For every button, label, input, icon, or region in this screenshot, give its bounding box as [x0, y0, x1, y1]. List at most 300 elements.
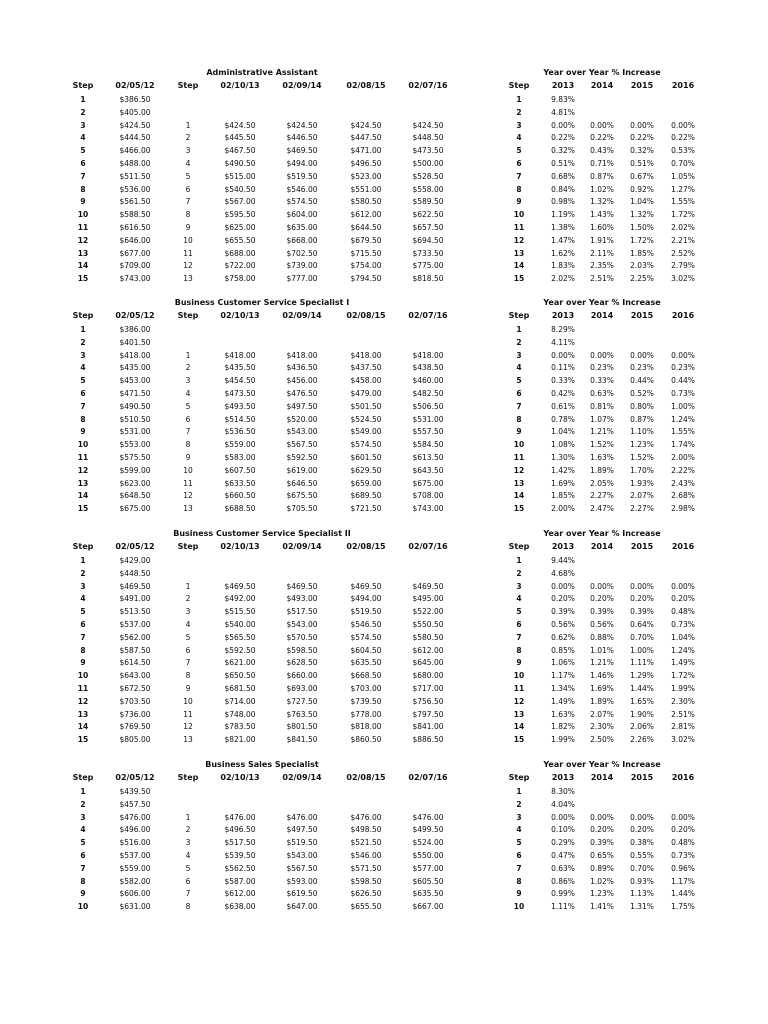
- percent-cell: 0.23%: [630, 363, 654, 373]
- step-number: 6: [516, 389, 522, 398]
- rate-cell: $498.50: [350, 825, 382, 835]
- percent-cell: 1.32%: [630, 210, 654, 220]
- percent-cell: 0.44%: [630, 376, 654, 386]
- rate-cell: $458.00: [350, 376, 382, 386]
- percent-cell: 0.96%: [671, 863, 695, 873]
- rate-cell: $438.50: [412, 363, 444, 373]
- rate-cell: $783.50: [224, 722, 256, 732]
- step-number: 1: [80, 325, 86, 334]
- percent-cell: 1.63%: [590, 453, 614, 462]
- rate-cell: $558.00: [412, 184, 444, 194]
- percent-cell: 1.38%: [551, 223, 575, 232]
- step-number: 10: [513, 671, 525, 681]
- rate-cell: $523.00: [350, 171, 382, 181]
- percent-cell: 1.08%: [551, 440, 575, 450]
- percent-table-title: Year over Year % Increase: [543, 529, 661, 538]
- column-header-date: 02/08/15: [346, 542, 386, 551]
- rate-cell: $818.00: [350, 722, 382, 732]
- column-header-date: 02/08/15: [346, 773, 386, 782]
- rate-cell: $588.50: [119, 210, 151, 220]
- step-number: 6: [185, 414, 191, 424]
- rate-cell: $583.00: [224, 453, 256, 462]
- rate-cell: $546.50: [350, 620, 382, 629]
- rate-cell: $524.00: [412, 838, 444, 848]
- rate-cell: $743.00: [412, 504, 444, 514]
- percent-cell: 1.29%: [630, 671, 654, 681]
- rate-cell: $645.00: [412, 658, 444, 668]
- percent-cell: 1.17%: [671, 876, 695, 886]
- rate-cell: $436.50: [286, 363, 318, 373]
- percent-cell: 0.00%: [630, 350, 654, 360]
- rate-cell: $460.00: [412, 376, 444, 386]
- rate-cell: $571.50: [350, 863, 382, 873]
- column-header-step: Step: [177, 311, 199, 320]
- percent-cell: 2.26%: [630, 735, 654, 745]
- percent-cell: 0.67%: [630, 171, 654, 181]
- percent-cell: 1.04%: [630, 197, 654, 207]
- rate-cell: $424.50: [119, 120, 151, 130]
- column-header-step: Step: [508, 542, 530, 551]
- rate-cell: $476.00: [286, 812, 318, 822]
- percent-cell: 1.89%: [590, 465, 614, 475]
- rate-cell: $543.00: [286, 620, 318, 629]
- percent-cell: 1.11%: [551, 902, 575, 912]
- percent-cell: 1.83%: [551, 261, 575, 271]
- rate-cell: $456.00: [286, 376, 318, 386]
- rate-cell: $612.00: [224, 889, 256, 899]
- rate-cell: $794.50: [350, 274, 382, 284]
- percent-cell: 0.10%: [551, 825, 575, 835]
- rate-cell: $717.00: [412, 684, 444, 693]
- percent-cell: 1.27%: [671, 184, 695, 194]
- percent-cell: 1.93%: [630, 478, 654, 488]
- step-number: 12: [513, 465, 525, 475]
- percent-cell: 2.50%: [590, 735, 614, 745]
- step-number: 6: [516, 620, 522, 629]
- rate-cell: $562.00: [119, 632, 151, 642]
- rate-cell: $650.50: [224, 671, 256, 681]
- step-number: 10: [77, 440, 89, 450]
- percent-cell: 0.52%: [630, 389, 654, 398]
- rate-cell: $703.00: [350, 684, 382, 693]
- column-header-date: 02/09/14: [282, 81, 322, 90]
- rate-cell: $612.00: [412, 645, 444, 655]
- rate-cell: $405.00: [119, 107, 151, 117]
- step-number: 13: [77, 478, 89, 488]
- column-header-step: Step: [177, 773, 199, 782]
- step-number: 8: [80, 645, 86, 655]
- rate-cell: $648.50: [119, 491, 151, 501]
- step-number: 7: [80, 401, 86, 411]
- percent-cell: 0.56%: [590, 620, 614, 629]
- rate-cell: $517.50: [286, 607, 318, 617]
- step-number: 14: [77, 491, 89, 501]
- step-number: 12: [77, 696, 89, 706]
- rate-cell: $694.50: [412, 235, 444, 245]
- rate-cell: $457.50: [119, 799, 151, 809]
- percent-cell: 1.21%: [590, 658, 614, 668]
- rate-cell: $466.00: [119, 146, 151, 156]
- rate-cell: $886.50: [412, 735, 444, 745]
- percent-cell: 0.87%: [630, 414, 654, 424]
- rate-cell: $727.50: [286, 696, 318, 706]
- table-title: Business Customer Service Specialist II: [173, 529, 351, 538]
- percent-cell: 0.20%: [590, 825, 614, 835]
- rate-cell: $769.50: [119, 722, 151, 732]
- percent-cell: 2.79%: [671, 261, 695, 271]
- rate-cell: $619.00: [286, 465, 318, 475]
- rate-cell: $476.50: [286, 389, 318, 398]
- step-number: 7: [185, 889, 191, 899]
- rate-cell: $677.00: [119, 248, 151, 258]
- rate-cell: $643.50: [412, 465, 444, 475]
- step-number: 12: [183, 491, 193, 501]
- step-number: 6: [185, 876, 191, 886]
- percent-cell: 1.46%: [590, 671, 614, 681]
- step-number: 10: [513, 210, 525, 220]
- rate-cell: $557.50: [412, 427, 444, 437]
- percent-cell: 0.39%: [551, 607, 575, 617]
- percent-cell: 4.68%: [551, 568, 575, 578]
- step-number: 2: [516, 799, 522, 809]
- step-number: 2: [80, 568, 86, 578]
- rate-cell: $499.50: [412, 825, 444, 835]
- percent-cell: 1.06%: [551, 658, 575, 668]
- rate-cell: $445.50: [224, 133, 256, 143]
- step-number: 8: [185, 671, 191, 681]
- rate-cell: $643.00: [119, 671, 151, 681]
- percent-cell: 2.51%: [590, 274, 614, 284]
- rate-cell: $841.00: [412, 722, 444, 732]
- percent-cell: 0.92%: [630, 184, 654, 194]
- rate-cell: $531.00: [119, 427, 151, 437]
- percent-cell: 0.73%: [671, 620, 695, 629]
- column-header-date: 02/08/15: [346, 311, 386, 320]
- rate-cell: $575.50: [119, 453, 151, 462]
- percent-cell: 4.11%: [551, 337, 575, 347]
- step-number: 14: [77, 261, 89, 271]
- step-number: 11: [77, 453, 89, 462]
- percent-cell: 1.44%: [671, 889, 695, 899]
- column-header-year: 2016: [671, 542, 695, 551]
- rate-cell: $454.50: [224, 376, 256, 386]
- column-header-date: 02/10/13: [220, 542, 260, 551]
- step-number: 6: [80, 389, 86, 398]
- step-number: 8: [80, 414, 86, 424]
- rate-cell: $540.00: [224, 620, 256, 629]
- percent-cell: 0.00%: [671, 350, 695, 360]
- rate-cell: $604.50: [350, 645, 382, 655]
- rate-cell: $469.50: [224, 581, 256, 591]
- column-header-date: 02/10/13: [220, 311, 260, 320]
- step-number: 12: [77, 465, 89, 475]
- percent-cell: 0.00%: [590, 812, 614, 822]
- rate-cell: $540.50: [224, 184, 256, 194]
- percent-cell: 0.85%: [551, 645, 575, 655]
- percent-cell: 0.33%: [551, 376, 575, 386]
- step-number: 7: [516, 171, 522, 181]
- column-header-date: 02/05/12: [115, 311, 155, 320]
- step-number: 1: [185, 812, 191, 822]
- rate-cell: $496.00: [119, 825, 151, 835]
- step-number: 10: [183, 696, 193, 706]
- rate-cell: $418.00: [350, 350, 382, 360]
- rate-cell: $469.50: [350, 581, 382, 591]
- rate-cell: $559.00: [224, 440, 256, 450]
- step-number: 1: [516, 556, 522, 565]
- rate-cell: $606.00: [119, 889, 151, 899]
- rate-cell: $672.50: [119, 684, 151, 693]
- percent-cell: 1.17%: [551, 671, 575, 681]
- step-number: 3: [185, 838, 191, 848]
- step-number: 4: [516, 363, 522, 373]
- column-header-date: 02/07/16: [408, 311, 448, 320]
- percent-cell: 0.55%: [630, 851, 654, 860]
- rate-cell: $437.50: [350, 363, 382, 373]
- rate-cell: $501.50: [350, 401, 382, 411]
- step-number: 9: [185, 223, 191, 232]
- rate-cell: $777.00: [286, 274, 318, 284]
- percent-cell: 1.55%: [671, 427, 695, 437]
- step-number: 8: [80, 876, 86, 886]
- step-number: 15: [513, 735, 525, 745]
- rate-cell: $386.50: [119, 95, 151, 104]
- rate-cell: $667.00: [412, 902, 444, 912]
- rate-cell: $551.00: [350, 184, 382, 194]
- percent-cell: 2.07%: [630, 491, 654, 501]
- rate-cell: $681.50: [224, 684, 256, 693]
- percent-cell: 0.22%: [671, 133, 695, 143]
- percent-cell: 2.81%: [671, 722, 695, 732]
- table-title: Business Customer Service Specialist I: [174, 298, 350, 307]
- step-number: 11: [183, 478, 193, 488]
- percent-cell: 2.00%: [671, 453, 695, 462]
- rate-cell: $638.00: [224, 902, 256, 912]
- step-number: 4: [516, 594, 522, 604]
- step-number: 3: [516, 350, 522, 360]
- rate-cell: $424.50: [224, 120, 256, 130]
- rate-cell: $626.50: [350, 889, 382, 899]
- column-header-step: Step: [508, 773, 530, 782]
- percent-cell: 1.99%: [671, 684, 695, 693]
- step-number: 5: [185, 863, 191, 873]
- rate-cell: $621.00: [224, 658, 256, 668]
- rate-cell: $629.50: [350, 465, 382, 475]
- percent-cell: 0.23%: [590, 363, 614, 373]
- rate-cell: $739.50: [350, 696, 382, 706]
- step-number: 13: [513, 478, 525, 488]
- rate-cell: $537.00: [119, 620, 151, 629]
- rate-cell: $567.00: [224, 197, 256, 207]
- percent-cell: 2.06%: [630, 722, 654, 732]
- step-number: 1: [80, 787, 86, 796]
- step-number: 5: [185, 171, 191, 181]
- percent-cell: 0.81%: [590, 401, 614, 411]
- step-number: 1: [80, 95, 86, 104]
- step-number: 15: [77, 504, 89, 514]
- percent-cell: 1.74%: [671, 440, 695, 450]
- rate-cell: $435.00: [119, 363, 151, 373]
- rate-cell: $818.50: [412, 274, 444, 284]
- percent-cell: 1.65%: [630, 696, 654, 706]
- column-header-date: 02/07/16: [408, 542, 448, 551]
- column-header-date: 02/09/14: [282, 773, 322, 782]
- step-number: 10: [183, 235, 193, 245]
- rate-cell: $494.00: [350, 594, 382, 604]
- rate-cell: $756.50: [412, 696, 444, 706]
- rate-cell: $469.50: [286, 146, 318, 156]
- rate-cell: $446.50: [286, 133, 318, 143]
- step-number: 12: [513, 235, 525, 245]
- percent-cell: 0.22%: [551, 133, 575, 143]
- step-number: 7: [516, 401, 522, 411]
- rate-cell: $623.00: [119, 478, 151, 488]
- rate-cell: $748.00: [224, 709, 256, 719]
- step-number: 5: [516, 146, 522, 156]
- percent-cell: 0.63%: [590, 389, 614, 398]
- rate-cell: $539.50: [224, 851, 256, 860]
- rate-cell: $675.50: [286, 491, 318, 501]
- step-number: 5: [185, 632, 191, 642]
- step-number: 2: [185, 133, 191, 143]
- step-number: 7: [80, 632, 86, 642]
- rate-cell: $604.00: [286, 210, 318, 220]
- percent-cell: 1.30%: [551, 453, 575, 462]
- rate-cell: $587.50: [119, 645, 151, 655]
- rate-cell: $688.00: [224, 248, 256, 258]
- rate-cell: $705.50: [286, 504, 318, 514]
- rate-cell: $488.00: [119, 159, 151, 168]
- step-number: 9: [516, 889, 522, 899]
- rate-cell: $519.50: [286, 838, 318, 848]
- step-number: 4: [80, 363, 86, 373]
- step-number: 11: [77, 223, 89, 232]
- percent-cell: 2.30%: [671, 696, 695, 706]
- step-number: 4: [516, 133, 522, 143]
- rate-cell: $743.00: [119, 274, 151, 284]
- rate-cell: $577.00: [412, 863, 444, 873]
- percent-table-title: Year over Year % Increase: [543, 760, 661, 769]
- rate-cell: $860.50: [350, 735, 382, 745]
- column-header-year: 2014: [590, 542, 614, 551]
- percent-cell: 1.42%: [551, 465, 575, 475]
- step-number: 8: [516, 414, 522, 424]
- percent-cell: 2.30%: [590, 722, 614, 732]
- rate-cell: $500.00: [412, 159, 444, 168]
- rate-cell: $536.00: [119, 184, 151, 194]
- rate-cell: $587.00: [224, 876, 256, 886]
- rate-cell: $490.50: [119, 401, 151, 411]
- step-number: 10: [513, 902, 525, 912]
- percent-cell: 1.24%: [671, 414, 695, 424]
- rate-cell: $601.50: [350, 453, 382, 462]
- rate-cell: $471.50: [119, 389, 151, 398]
- percent-cell: 2.43%: [671, 478, 695, 488]
- step-number: 7: [185, 658, 191, 668]
- rate-cell: $805.00: [119, 735, 151, 745]
- step-number: 8: [80, 184, 86, 194]
- rate-cell: $570.50: [286, 632, 318, 642]
- rate-cell: $520.00: [286, 414, 318, 424]
- percent-cell: 0.00%: [551, 350, 575, 360]
- rate-cell: $429.00: [119, 556, 151, 565]
- rate-cell: $546.00: [286, 184, 318, 194]
- rate-cell: $524.50: [350, 414, 382, 424]
- rate-cell: $550.50: [412, 620, 444, 629]
- rate-cell: $679.50: [350, 235, 382, 245]
- percent-cell: 0.88%: [590, 632, 614, 642]
- step-number: 5: [80, 146, 86, 156]
- rate-cell: $584.50: [412, 440, 444, 450]
- percent-cell: 0.39%: [630, 607, 654, 617]
- percent-cell: 1.04%: [551, 427, 575, 437]
- step-number: 8: [516, 876, 522, 886]
- column-header-step: Step: [508, 81, 530, 90]
- percent-cell: 0.23%: [671, 363, 695, 373]
- rate-cell: $646.00: [119, 235, 151, 245]
- step-number: 2: [80, 107, 86, 117]
- rate-cell: $598.50: [350, 876, 382, 886]
- percent-cell: 1.02%: [590, 184, 614, 194]
- percent-cell: 0.00%: [590, 350, 614, 360]
- step-number: 5: [80, 376, 86, 386]
- rate-cell: $453.00: [119, 376, 151, 386]
- step-number: 8: [185, 210, 191, 220]
- step-number: 3: [80, 120, 86, 130]
- percent-cell: 0.39%: [590, 607, 614, 617]
- rate-cell: $702.50: [286, 248, 318, 258]
- step-number: 9: [80, 889, 86, 899]
- step-number: 12: [77, 235, 89, 245]
- step-number: 3: [80, 581, 86, 591]
- step-number: 9: [516, 658, 522, 668]
- rate-cell: $567.50: [286, 863, 318, 873]
- rate-cell: $528.50: [412, 171, 444, 181]
- rate-cell: $635.00: [286, 223, 318, 232]
- step-number: 11: [77, 684, 89, 693]
- rate-cell: $469.50: [119, 581, 151, 591]
- step-number: 4: [185, 389, 191, 398]
- step-number: 13: [513, 709, 525, 719]
- step-number: 1: [80, 556, 86, 565]
- step-number: 3: [185, 607, 191, 617]
- rate-cell: $635.50: [412, 889, 444, 899]
- rate-cell: $418.00: [119, 350, 151, 360]
- rate-cell: $473.50: [412, 146, 444, 156]
- column-header-year: 2014: [590, 311, 614, 320]
- percent-cell: 2.27%: [630, 504, 654, 514]
- percent-cell: 0.56%: [551, 620, 575, 629]
- step-number: 2: [185, 825, 191, 835]
- rate-cell: $722.00: [224, 261, 256, 271]
- percent-cell: 2.27%: [590, 491, 614, 501]
- step-number: 1: [185, 581, 191, 591]
- percent-cell: 1.10%: [630, 427, 654, 437]
- percent-cell: 2.25%: [630, 274, 654, 284]
- percent-cell: 1.52%: [630, 453, 654, 462]
- rate-cell: $660.00: [286, 671, 318, 681]
- step-number: 7: [80, 171, 86, 181]
- percent-cell: 1.02%: [590, 876, 614, 886]
- rate-cell: $589.50: [412, 197, 444, 207]
- percent-cell: 0.00%: [671, 120, 695, 130]
- step-number: 10: [513, 440, 525, 450]
- rate-cell: $646.50: [286, 478, 318, 488]
- percent-cell: 9.83%: [551, 95, 575, 104]
- rate-cell: $708.00: [412, 491, 444, 501]
- step-number: 9: [516, 427, 522, 437]
- percent-cell: 1.21%: [590, 427, 614, 437]
